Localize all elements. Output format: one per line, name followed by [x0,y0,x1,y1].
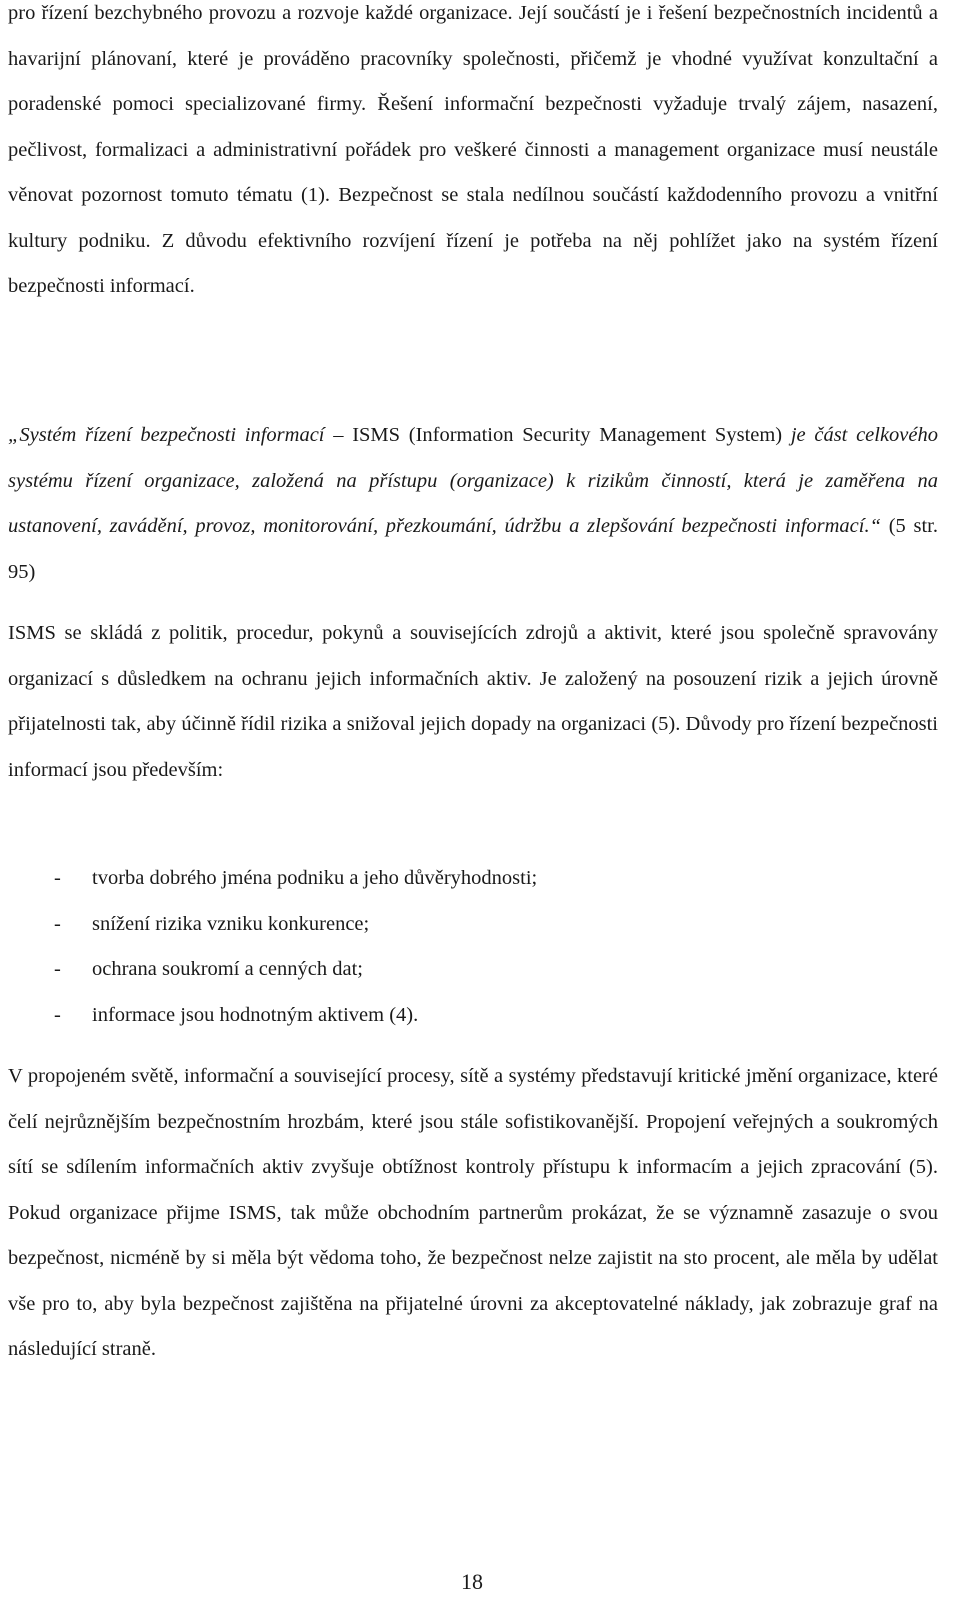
quote-acronym: ISMS (Information Security Management System) [352,424,791,446]
list-dash: - [54,1003,61,1026]
reasons-list [8,856,938,1038]
list-item-text: informace jsou hodnotným aktivem (4). [92,1003,419,1026]
list-item [8,856,938,902]
page-number: 18 [461,1569,483,1594]
quote-open-mark: „ [8,424,20,446]
quote-citation: (5 str. 95) [8,515,939,583]
quote-close-mark: “ [869,515,882,537]
paragraph-isms-definition-quote [8,413,938,595]
list-dash: - [54,958,61,980]
quote-term: Systém řízení bezpečnosti informací [19,424,325,446]
list-item-text: ochrana soukromí a cenných dat; [92,958,363,980]
quote-definition: je část celkového systému řízení organizace, založená na přístupu (organizace) k rizikům činností, která je zaměřena na ustanovení, zavádění, provoz, monitorování, přezkoumání, údržbu a zlepšování bezpečnosti informací. [8,424,939,537]
list-item [8,902,938,948]
list-item-text: tvorba dobrého jména podniku a jeho důvěryhodnosti; [92,867,538,889]
paragraph-intro: pro řízení bezchybného provozu a rozvoje každé organizace. Její součástí je i řešení bezpečnostních incidentů a havarijní plánovaní, které je prováděno pracovníky společnosti, přičemž je vhodné využívat konzultační a poradenské pomoci specializované firmy. Řešení informační bezpečnosti vyžaduje trvalý zájem, nasazení, pečlivost, formalizaci a administrativní pořádek pro veškeré činnosti a management organizace musí neustále věnovat pozornost tomuto tématu (1). Bezpečnost se stala nedílnou součástí každodenního provozu a vnitřní kultury podniku. Z důvodu efektivního rozvíjení řízení je potřeba na něj pohlížet jako na systém řízení bezpečnosti informací. [8,2,938,297]
list-dash: - [54,912,61,935]
list-item [8,947,938,993]
quote-dash: – [324,424,353,446]
list-dash: - [54,867,61,889]
list-item [8,993,938,1039]
list-item-text: snížení rizika vzniku konkurence; [92,912,370,935]
paragraph-closing: V propojeném světě, informační a související procesy, sítě a systémy představují kritické jmění organizace, které čelí nejrůznějším bezpečnostním hrozbám, které jsou stále sofistikovanější. Propojení veřejných a soukromých sítí se sdílením informačních aktiv zvyšuje obtížnost kontroly přístupu k informacím a jejich zpracování (5). Pokud organizace přijme ISMS, tak může obchodním partnerům prokázat, že se významně zasazuje o svou bezpečnost, nicméně by si měla být vědoma toho, že bezpečnost nelze zajistit na sto procent, ale měla by udělat vše pro to, aby byla bezpečnost zajištěna na přijatelné úrovni za akceptovatelné náklady, jak zobrazuje graf na následující straně. [8,1065,938,1360]
paragraph-isms-description: ISMS se skládá z politik, procedur, pokynů a souvisejících zdrojů a aktivit, které jsou společně spravovány organizací s důsledkem na ochranu jejich informačních aktiv. Je založený na posouzení rizik a jejich úrovně přijatelnosti tak, aby účinně řídil rizika a snižoval jejich dopady na organizaci (5). Důvody pro řízení bezpečnosti informací jsou především: [8,622,938,781]
